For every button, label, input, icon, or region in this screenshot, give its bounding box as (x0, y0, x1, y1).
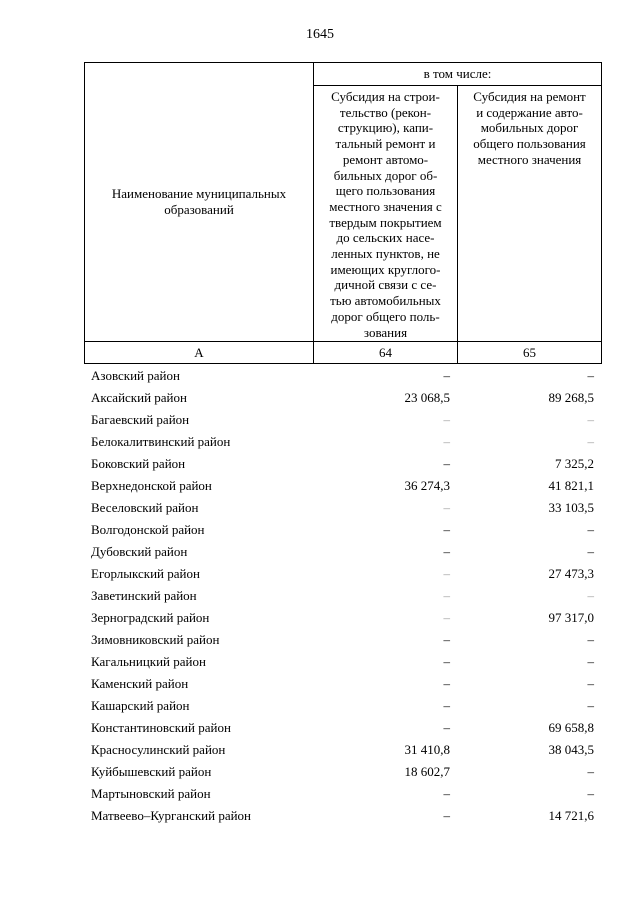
value-col-65: 27 473,3 (548, 566, 594, 581)
value-col-65: 33 103,5 (548, 500, 594, 515)
description-line: твердым покрытием (329, 214, 442, 230)
table-row (84, 365, 600, 387)
value-col-64: – (443, 720, 450, 735)
municipality-name: Багаевский район (91, 412, 190, 427)
municipality-name: Белокалитвинский район (91, 434, 231, 449)
municipality-name: Зимовниковский район (91, 632, 220, 647)
value-col-65: – (587, 632, 594, 647)
value-col-65: 7 325,2 (555, 456, 594, 471)
table-row (84, 761, 600, 783)
column-65-description (458, 86, 602, 342)
value-col-65: 38 043,5 (548, 742, 594, 757)
municipality-name: Боковский район (91, 456, 186, 471)
value-col-65: – (587, 588, 594, 603)
value-col-65: – (587, 654, 594, 669)
value-col-64: – (443, 522, 450, 537)
column-index-65: 65 (458, 342, 602, 364)
table-row (84, 497, 600, 519)
value-col-65: – (587, 522, 594, 537)
table-row (84, 805, 600, 827)
table-row (84, 783, 600, 805)
municipality-name: Верхнедонской район (91, 478, 212, 493)
table-row (84, 739, 600, 761)
description-line: Субсидия на ремонт (473, 89, 586, 104)
table-row (84, 563, 600, 585)
municipality-name: Куйбышевский район (91, 764, 212, 779)
description-line: ленных пунктов, не (331, 246, 440, 262)
municipality-name: Веселовский район (91, 500, 199, 515)
table-row (84, 409, 600, 431)
value-col-64: – (443, 412, 450, 427)
table-row (84, 673, 600, 695)
value-col-65: 41 821,1 (548, 478, 594, 493)
value-col-64: – (443, 654, 450, 669)
value-col-64: – (443, 456, 450, 471)
municipality-name: Каменский район (91, 676, 189, 691)
municipality-name: Азовский район (91, 368, 180, 383)
table-row (84, 541, 600, 563)
description-line: имеющих круглого- (330, 261, 441, 277)
municipality-name: Егорлыкский район (91, 566, 200, 581)
value-col-64: – (443, 610, 450, 625)
municipality-name: Дубовский район (91, 544, 188, 559)
table-row (84, 453, 600, 475)
municipality-name: Кагальницкий район (91, 654, 206, 669)
value-col-64: – (443, 808, 450, 823)
municipality-name: Зерноградский район (91, 610, 210, 625)
table-row (84, 651, 600, 673)
description-line: Субсидия на строи- (331, 89, 440, 104)
value-col-64: – (443, 676, 450, 691)
description-line: бильных дорог об- (333, 167, 438, 183)
description-line: мобильных дорог (480, 120, 579, 136)
value-col-64: 23 068,5 (404, 390, 450, 405)
table-row (84, 475, 600, 497)
value-col-65: 89 268,5 (548, 390, 594, 405)
value-col-65: – (587, 764, 594, 779)
value-col-65: – (587, 544, 594, 559)
value-col-65: – (587, 412, 594, 427)
value-col-65: 97 317,0 (548, 610, 594, 625)
value-col-65: – (587, 676, 594, 691)
value-col-64: – (443, 368, 450, 383)
description-line: тью автомобильных (330, 293, 441, 309)
value-col-65: 69 658,8 (548, 720, 594, 735)
description-line: и содержание авто- (476, 104, 583, 120)
description-line: щего пользования (335, 183, 436, 199)
municipality-name: Заветинский район (91, 588, 197, 603)
description-line: дичной связи с се- (334, 277, 437, 293)
table-row (84, 695, 600, 717)
table-row (84, 585, 600, 607)
value-col-64: – (443, 500, 450, 515)
table-row (84, 629, 600, 651)
municipality-name: Константиновский район (91, 720, 231, 735)
description-line: ремонт автомо- (342, 151, 429, 167)
description-line: тельство (рекон- (339, 104, 432, 120)
table-row (84, 387, 600, 409)
municipality-name: Мартыновский район (91, 786, 211, 801)
table-row (84, 519, 600, 541)
value-col-65: – (587, 786, 594, 801)
value-col-64: – (443, 544, 450, 559)
table-row (84, 431, 600, 453)
value-col-64: – (443, 786, 450, 801)
municipality-name: Волгодонской район (91, 522, 205, 537)
municipality-name: Матвеево–Курганский район (91, 808, 252, 823)
column-64-description (314, 86, 458, 342)
page-number: 1645 (306, 27, 334, 42)
value-col-65: 14 721,6 (548, 808, 594, 823)
table-row (84, 717, 600, 739)
value-col-64: – (443, 698, 450, 713)
description-line: дорог общего поль- (331, 308, 440, 324)
including-group-header: в том числе: (314, 63, 602, 86)
table-row (84, 607, 600, 629)
value-col-65: – (587, 368, 594, 383)
municipality-name: Кашарский район (91, 698, 190, 713)
description-line: местного значения (477, 151, 582, 167)
value-col-64: – (443, 434, 450, 449)
municipality-name: Аксайский район (91, 390, 187, 405)
value-col-64: 36 274,3 (404, 478, 450, 493)
value-col-64: – (443, 588, 450, 603)
table-header (84, 62, 602, 364)
column-index-a: А (85, 342, 314, 364)
value-col-65: – (587, 434, 594, 449)
column-index-64: 64 (314, 342, 458, 364)
value-col-64: 31 410,8 (404, 742, 450, 757)
table-body (84, 365, 600, 827)
municipality-column-header: Наименование муниципальных образований (85, 63, 314, 342)
value-col-65: – (587, 698, 594, 713)
description-line: общего пользования (473, 136, 586, 152)
description-line: струкцию), капи- (337, 120, 434, 136)
description-line: зования (363, 324, 408, 340)
value-col-64: 18 602,7 (404, 764, 450, 779)
municipality-name: Красносулинский район (91, 742, 226, 757)
value-col-64: – (443, 566, 450, 581)
description-line: до сельских насе- (336, 230, 435, 246)
description-line: местного значения с (329, 198, 442, 214)
value-col-64: – (443, 632, 450, 647)
description-line: тальный ремонт и (335, 136, 436, 152)
